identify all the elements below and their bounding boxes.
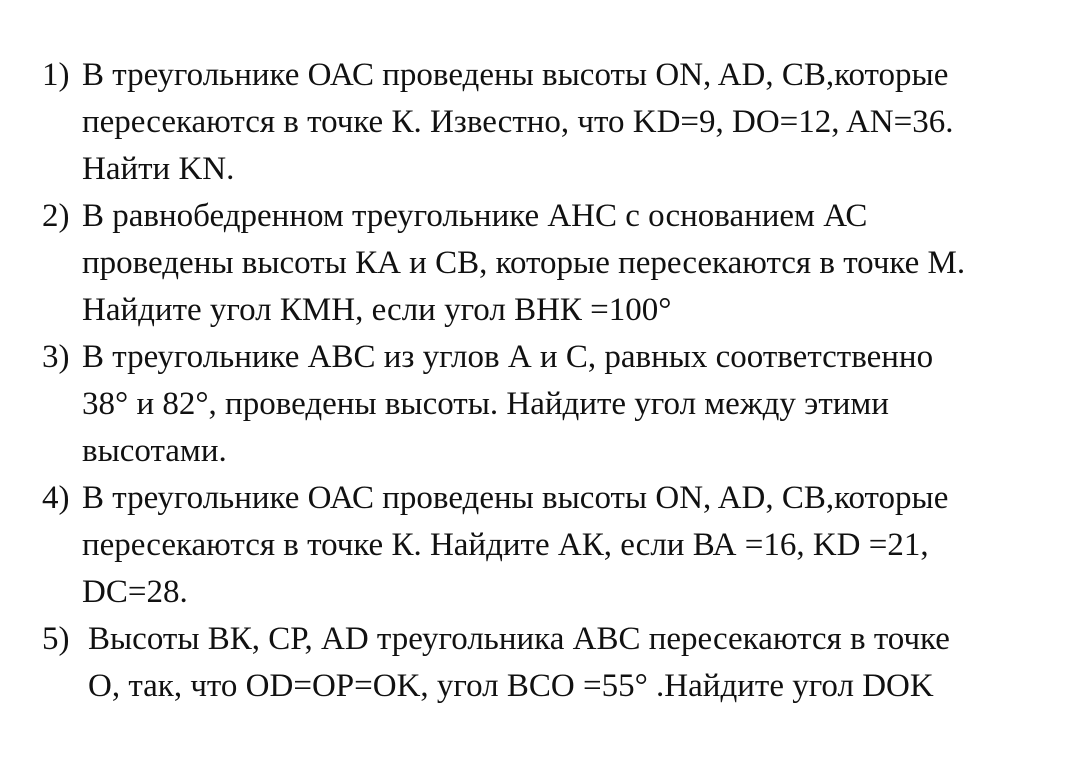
- problem-line: Высоты ВК, СР, AD треугольника АВС пересекаются в точке: [88, 621, 950, 657]
- problem-line: В треугольнике АВС из углов А и С, равных соответственно: [82, 339, 934, 375]
- problem-line: В равнобедренном треугольнике АНС с основанием АС: [82, 198, 868, 234]
- problem-number: 5): [42, 621, 70, 657]
- problem-line: DC=28.: [82, 574, 188, 610]
- problem-number: 2): [42, 198, 70, 234]
- problem-text: [82, 334, 1050, 475]
- problem-1: [42, 52, 1050, 193]
- problem-line: высотами.: [82, 433, 227, 469]
- problem-line: Найти KN.: [82, 151, 235, 187]
- problem-number: 1): [42, 57, 70, 93]
- problem-line: проведены высоты КА и СВ, которые пересекаются в точке М.: [82, 245, 966, 281]
- problem-text: [88, 616, 1050, 710]
- problem-line: В треугольнике ОАС проведены высоты ON, AD, CB,которые: [82, 480, 949, 516]
- problem-line: пересекаются в точке К. Найдите АК, если ВА =16, KD =21,: [82, 527, 929, 563]
- problem-line: 38° и 82°, проведены высоты. Найдите угол между этими: [82, 386, 889, 422]
- problem-line: О, так, что OD=OP=OK, угол ВСО =55° .Найдите угол DOK: [88, 668, 934, 704]
- problem-2: [42, 193, 1050, 334]
- problem-line: В треугольнике ОАС проведены высоты ON, AD, CB,которые: [82, 57, 949, 93]
- problem-number: 4): [42, 480, 70, 516]
- problem-4: [42, 475, 1050, 616]
- problem-text: [82, 193, 1050, 334]
- problem-line: Найдите угол КМН, если угол ВНК =100°: [82, 292, 672, 328]
- problem-text: [82, 52, 1050, 193]
- problem-text: [82, 475, 1050, 616]
- problem-5: [42, 616, 1050, 710]
- problem-line: пересекаются в точке К. Известно, что KD=9, DO=12, AN=36.: [82, 104, 954, 140]
- problem-number: 3): [42, 339, 70, 375]
- problem-3: [42, 334, 1050, 475]
- problem-list: [42, 52, 1050, 710]
